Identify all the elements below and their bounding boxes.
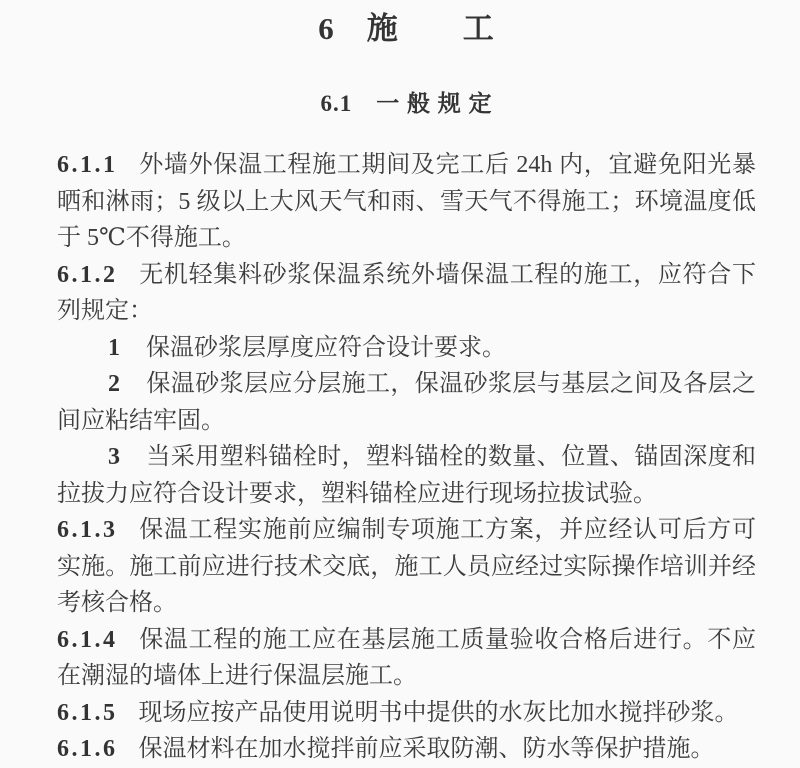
clause-6-1-3 xyxy=(57,512,756,622)
clause-text: 保温材料在加水搅拌前应采取防潮、防水等保护措施。 xyxy=(138,736,715,762)
item-text: 保温砂浆层应分层施工，保温砂浆层与基层之间及各层之间应粘结牢固。 xyxy=(57,371,756,434)
item-text: 当采用塑料锚栓时，塑料锚栓的数量、位置、锚固深度和拉拔力应符合设计要求，塑料锚栓应进行现场拉拔试验。 xyxy=(57,444,756,507)
clause-text: 无机轻集料砂浆保温系统外墙保温工程的施工，应符合下列规定： xyxy=(57,261,756,324)
clause-number: 6.1.6 xyxy=(57,736,118,762)
clause-6-1-4 xyxy=(57,622,756,695)
clause-text: 现场应按产品使用说明书中提供的水灰比加水搅拌砂浆。 xyxy=(138,699,739,726)
clause-text: 外墙外保温工程施工期间及完工后 24h 内，宜避免阳光暴晒和淋雨；5 级以上大风天气和雨、雪天气不得施工；环境温度低于 5℃不得施工。 xyxy=(57,152,756,251)
clause-6-1-5 xyxy=(57,695,756,732)
item-text: 保温砂浆层厚度应符合设计要求。 xyxy=(146,334,506,361)
clause-6-1-2-item-2 xyxy=(57,366,756,439)
item-number: 2 xyxy=(108,371,120,397)
clause-number: 6.1.4 xyxy=(57,626,118,653)
clause-6-1-6 xyxy=(57,731,756,768)
clause-6-1-2 xyxy=(57,257,756,330)
chapter-heading: 6 施 工 xyxy=(318,11,495,46)
clause-6-1-2-item-1 xyxy=(57,330,756,367)
clause-text: 保温工程的施工应在基层施工质量验收合格后进行。不应在潮湿的墙体上进行保温层施工。 xyxy=(57,626,756,689)
clause-list xyxy=(57,147,756,768)
item-number: 3 xyxy=(108,444,120,470)
section-heading: 6.1 一 般 规 定 xyxy=(320,91,493,116)
clause-6-1-2-item-3 xyxy=(57,439,756,512)
clause-number: 6.1.2 xyxy=(57,261,118,288)
clause-number: 6.1.1 xyxy=(57,152,118,178)
item-number: 1 xyxy=(108,334,120,361)
clause-number: 6.1.5 xyxy=(57,699,118,726)
clause-6-1-1 xyxy=(57,147,756,257)
clause-text: 保温工程实施前应编制专项施工方案，并应经认可后方可实施。施工前应进行技术交底，施工人员应经过实际操作培训并经考核合格。 xyxy=(57,517,756,616)
clause-number: 6.1.3 xyxy=(57,517,118,543)
